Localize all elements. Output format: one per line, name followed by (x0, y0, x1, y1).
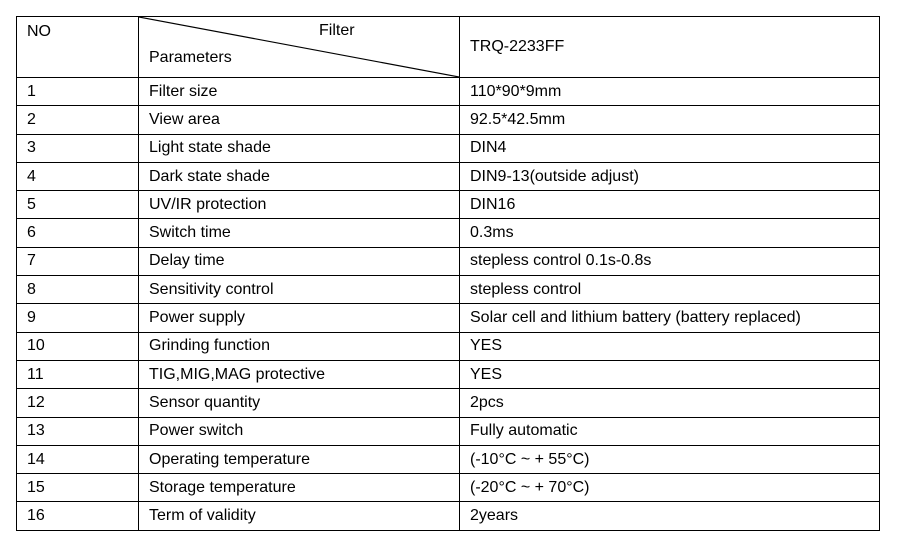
parameter-name: Power switch (139, 417, 460, 445)
row-number: 6 (17, 219, 139, 247)
parameter-name: Sensitivity control (139, 276, 460, 304)
parameter-name: Delay time (139, 247, 460, 275)
row-number: 4 (17, 162, 139, 190)
table-row (17, 474, 880, 502)
row-number: 3 (17, 134, 139, 162)
table-row (17, 445, 880, 473)
no-header: NO (17, 17, 139, 78)
table-row (17, 219, 880, 247)
row-number: 8 (17, 276, 139, 304)
model-header: TRQ-2233FF (460, 17, 880, 78)
parameter-value: 92.5*42.5mm (460, 106, 880, 134)
table-row (17, 276, 880, 304)
parameter-value: 0.3ms (460, 219, 880, 247)
parameter-value: stepless control 0.1s-0.8s (460, 247, 880, 275)
parameter-name: Filter size (139, 78, 460, 106)
parameter-name: Operating temperature (139, 445, 460, 473)
table-row (17, 304, 880, 332)
row-number: 5 (17, 191, 139, 219)
parameter-value: DIN16 (460, 191, 880, 219)
parameter-name: Power supply (139, 304, 460, 332)
table-row (17, 78, 880, 106)
table-row (17, 247, 880, 275)
parameter-value: 2years (460, 502, 880, 530)
parameter-value: 2pcs (460, 389, 880, 417)
parameter-value: (-10°C ~ + 55°C) (460, 445, 880, 473)
parameter-name: Switch time (139, 219, 460, 247)
row-number: 15 (17, 474, 139, 502)
parameter-value: DIN9-13(outside adjust) (460, 162, 880, 190)
row-number: 9 (17, 304, 139, 332)
parameter-value: DIN4 (460, 134, 880, 162)
table-row (17, 417, 880, 445)
table-row (17, 162, 880, 190)
row-number: 11 (17, 360, 139, 388)
row-number: 1 (17, 78, 139, 106)
diagonal-header-cell (139, 17, 460, 78)
table-row (17, 106, 880, 134)
parameter-name: Light state shade (139, 134, 460, 162)
table-row (17, 389, 880, 417)
row-number: 10 (17, 332, 139, 360)
row-number: 12 (17, 389, 139, 417)
table-row (17, 191, 880, 219)
parameters-header-label: Parameters (149, 49, 232, 66)
parameter-value: Fully automatic (460, 417, 880, 445)
parameter-value: Solar cell and lithium battery (battery replaced) (460, 304, 880, 332)
parameter-name: Dark state shade (139, 162, 460, 190)
parameter-name: Sensor quantity (139, 389, 460, 417)
row-number: 16 (17, 502, 139, 530)
filter-header-label: Filter (319, 22, 355, 39)
row-number: 2 (17, 106, 139, 134)
header-row (17, 17, 880, 78)
row-number: 7 (17, 247, 139, 275)
parameter-value: YES (460, 360, 880, 388)
table-row (17, 360, 880, 388)
parameter-name: TIG,MIG,MAG protective (139, 360, 460, 388)
parameter-value: YES (460, 332, 880, 360)
table-row (17, 134, 880, 162)
spec-table (16, 16, 880, 531)
parameter-name: Grinding function (139, 332, 460, 360)
parameter-value: (-20°C ~ + 70°C) (460, 474, 880, 502)
table-row (17, 502, 880, 530)
spec-table-body (17, 17, 880, 531)
parameter-value: 110*90*9mm (460, 78, 880, 106)
row-number: 14 (17, 445, 139, 473)
parameter-name: Term of validity (139, 502, 460, 530)
parameter-name: View area (139, 106, 460, 134)
parameter-name: UV/IR protection (139, 191, 460, 219)
table-row (17, 332, 880, 360)
row-number: 13 (17, 417, 139, 445)
parameter-name: Storage temperature (139, 474, 460, 502)
diagonal-line (139, 17, 459, 77)
parameter-value: stepless control (460, 276, 880, 304)
